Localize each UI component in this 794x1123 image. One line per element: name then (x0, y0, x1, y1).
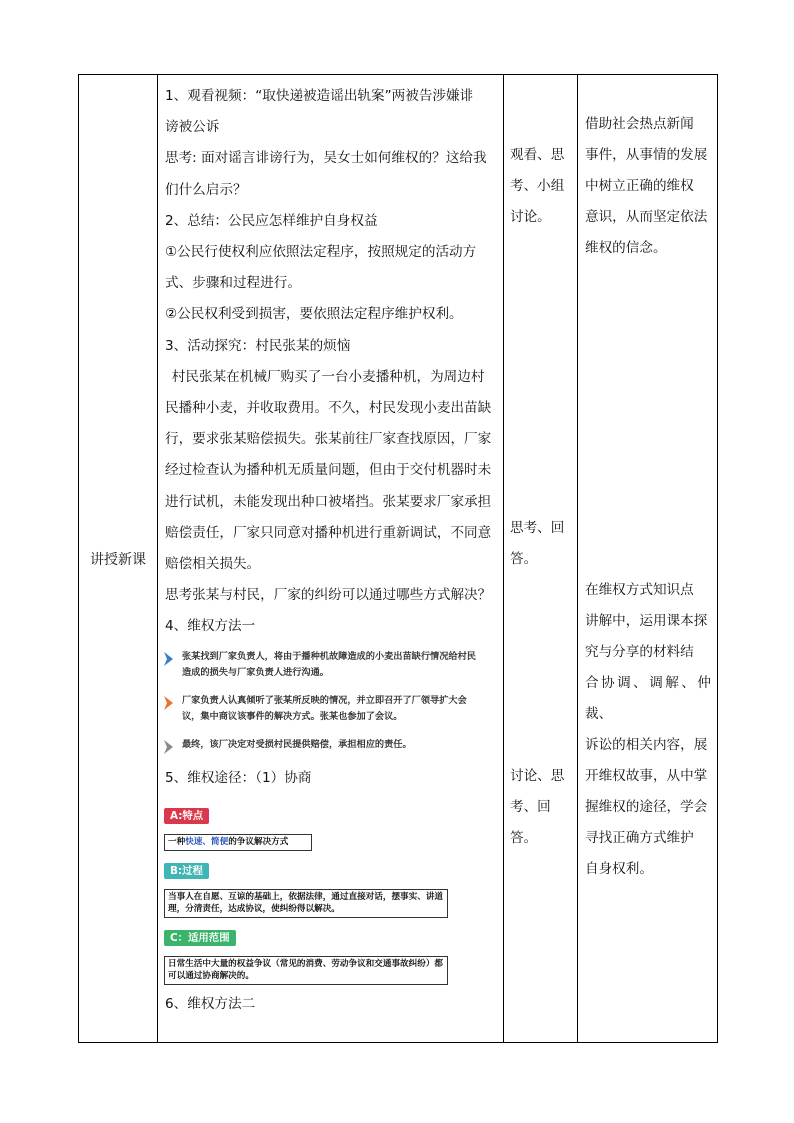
intent-line: 开维权故事，从中掌 (585, 768, 708, 784)
chevron-right-icon (163, 739, 175, 755)
point2: ②公民权利受到损害，要依照法定程序维护权利。 (165, 306, 463, 323)
process-body: 当事人在自愿、互谅的基础上，依据法律，通过直接对话，摆事实、讲道理，分清责任，达成协议，使纠纷得以解决。 (164, 889, 448, 918)
activity-line: 考、小组 (510, 178, 565, 194)
intent-paragraph-2 (585, 575, 711, 885)
scope-body: 日常生活中大量的权益争议（常见的消费、劳动争议和交通事故纠纷）都可以通过协商解决的。 (164, 956, 448, 985)
think2: 思考张某与村民，厂家的纠纷可以通过哪些方式解决？ (165, 587, 492, 604)
chevron-right-icon (163, 651, 175, 667)
story-line: 民播种小麦，并收取费用。不久，村民发现小麦出苗缺 (165, 400, 492, 417)
item4: 4、维权方法一 (165, 618, 256, 635)
item3: 3、活动探究：村民张某的烦恼 (165, 337, 351, 354)
story-line: 行，要求张某赔偿损失。张某前往厂家查找原因，厂家 (165, 431, 492, 448)
step-text: 厂家负责人认真倾听了张某所反映的情况，并立即召开了厂领导扩大会议，集中商议该事件的解决方式。张某也参加了会议。 (182, 694, 467, 722)
intent-line: 事件，从事情的发展 (585, 147, 708, 163)
stage-cell (79, 75, 158, 1043)
activity-group-1 (510, 140, 573, 233)
point1-line1: ①公民行使权利应依照法定程序，按照规定的活动方 (165, 244, 477, 261)
step-text: 张某找到厂家负责人，将由于播种机故障造成的小麦出苗缺行情况给村民造成的损失与厂家负责人进行沟通。 (182, 650, 476, 678)
chevron-right-icon (163, 695, 175, 711)
story-line: 赔偿责任，厂家只同意对播种机进行重新调试，不同意 (165, 524, 492, 541)
intent-line: 在维权方式知识点 (585, 582, 694, 598)
think1-line2: 们什么启示？ (165, 181, 247, 198)
intent-paragraph-1 (585, 109, 711, 264)
activity-group-2 (510, 513, 573, 575)
intent-line: 借助社会热点新闻 (585, 116, 694, 132)
item1-line2: 谤被公诉 (165, 119, 220, 136)
intent-column (578, 75, 717, 1042)
step-item (163, 649, 497, 681)
method-one-steps (163, 649, 497, 755)
item5: 5、维权途径：（1）协商 (165, 769, 312, 786)
item1-line1: 1、观看视频：“取快递被造谣出轨案”两被告涉嫌诽 (165, 88, 474, 104)
activity-cell (504, 75, 578, 1043)
item6: 6、维权方法二 (165, 995, 256, 1012)
process-chip: B:过程 (164, 863, 209, 879)
feature-chip: A:特点 (164, 808, 209, 824)
story-line: 进行试机，未能发现出种口被堵挡。张某要求厂家承担 (165, 493, 492, 510)
stage-label: 讲授新课 (90, 551, 146, 568)
intent-line: 意识，从而坚定依法 (585, 209, 708, 225)
lesson-plan-table (78, 74, 718, 1043)
story-line: 经过检查认为播种机无质量问题，但由于交付机器时未 (165, 462, 492, 479)
scope-chip: C：适用范围 (164, 930, 236, 946)
think1-line1: 思考: 面对谣言诽谤行为，吴女士如何维权的？这给我 (165, 150, 487, 167)
feature-post: 的争议解决方式 (228, 837, 289, 848)
intent-line: 维权的信念。 (585, 240, 667, 256)
activity-line: 观看、思 (510, 147, 565, 163)
activity-line: 考、回答。 (510, 799, 551, 846)
intent-line: 合协调、调解、仲裁、 (585, 675, 711, 722)
item2: 2、总结：公民应怎样维护自身权益 (165, 212, 378, 229)
intent-line: 自身权利。 (585, 861, 653, 877)
feature-body (164, 834, 312, 851)
content-cell (158, 75, 504, 1043)
story-line: 村民张某在机械厂购买了一台小麦播种机，为周边村 (171, 368, 485, 385)
activity-line: 思考、回 (510, 520, 565, 536)
step-item (163, 693, 497, 725)
intent-line: 寻找正确方式维护 (585, 830, 694, 846)
step-item (163, 737, 497, 755)
activity-line: 答。 (510, 551, 538, 567)
activity-line: 讨论。 (510, 209, 551, 225)
intent-line: 讲解中，运用课本探 (585, 613, 708, 629)
activity-line: 讨论、思 (510, 768, 565, 784)
activity-group-3 (510, 761, 573, 854)
feature-pre: 一种 (168, 837, 186, 848)
activity-column (504, 75, 577, 1042)
intent-line: 诉讼的相关内容，展 (585, 737, 708, 753)
intent-line: 究与分享的材料结 (585, 644, 694, 660)
intent-line: 握维权的途径，学会 (585, 799, 708, 815)
negotiation-cards (164, 800, 448, 985)
intent-line: 中树立正确的维权 (585, 178, 694, 194)
intent-cell (578, 75, 718, 1043)
story-line: 赔偿相关损失。 (165, 556, 261, 573)
feature-highlight: 快速、简便 (185, 837, 229, 848)
point1-line2: 式、步骤和过程进行。 (165, 275, 301, 292)
step-text: 最终，该厂决定对受损村民提供赔偿，承担相应的责任。 (182, 738, 412, 750)
